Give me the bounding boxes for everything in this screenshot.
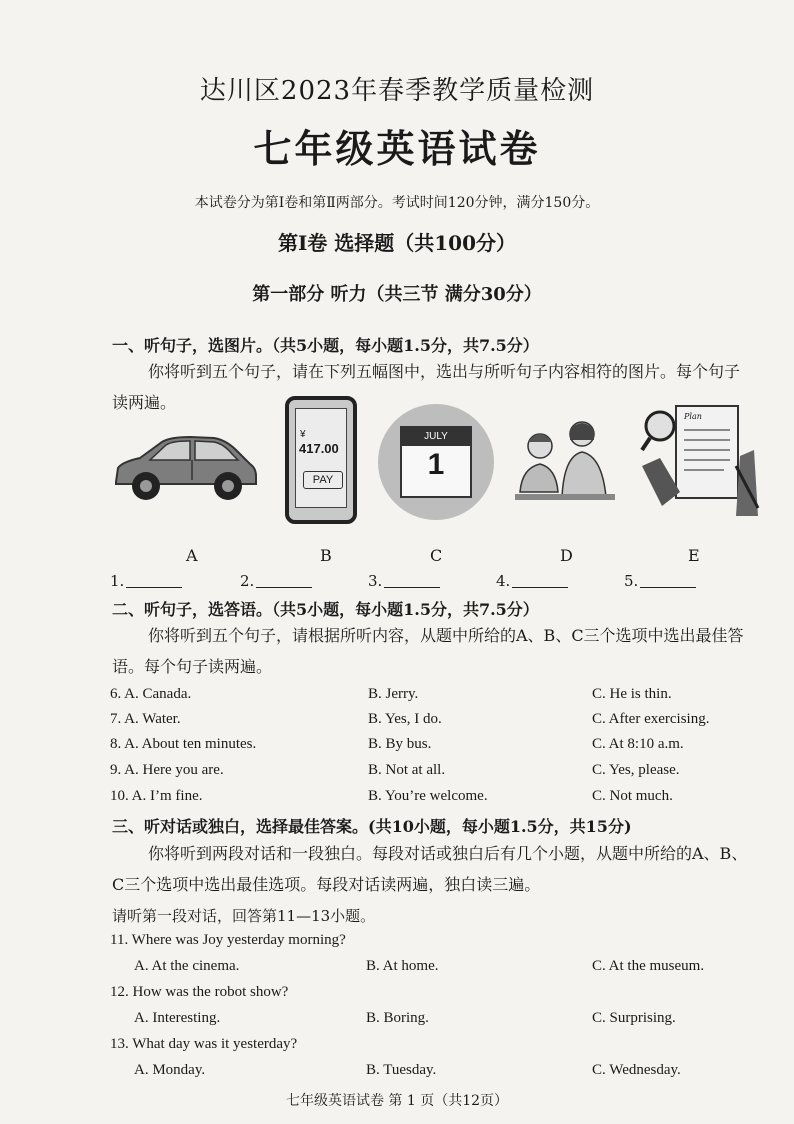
blank-5[interactable]: 5. (624, 572, 696, 590)
option-c: C. Yes, please. (592, 762, 680, 778)
option-a: 6. A. Canada. (110, 686, 192, 702)
option-a: 9. A. Here you are. (110, 762, 224, 778)
section2-heading: 二、听句子，选答语。（共5小题，每小题1.5分，共7.5分） (112, 600, 539, 619)
option-a: 10. A. I’m fine. (110, 788, 203, 804)
question-stem: 13. What day was it yesterday? (110, 1036, 298, 1052)
section2-instruction: 你将听到五个句子，请根据所听内容，从题中所给的A、B、C三个选项中选出最佳答语。每个句子读两遍。 (112, 626, 744, 676)
section3-lead: 请听第一段对话，回答第11—13小题。 (112, 907, 376, 925)
letter-d: D (560, 546, 573, 565)
question-row (110, 711, 760, 733)
calendar-month: JULY (402, 428, 470, 446)
option-b: B. Yes, I do. (368, 711, 442, 727)
people-picture (510, 412, 620, 512)
option-a: A. At the cinema. (134, 958, 240, 974)
option-a: A. Interesting. (134, 1010, 221, 1026)
option-c: C. Surprising. (592, 1010, 676, 1026)
paper-label: Plan (684, 412, 702, 421)
currency-symbol: ¥ (300, 429, 306, 440)
option-b: B. By bus. (368, 736, 432, 752)
part-heading: 第一部分 听力（共三节 满分30分） (252, 284, 542, 305)
option-c: C. Not much. (592, 788, 673, 804)
exam-note: 本试卷分为第Ⅰ卷和第Ⅱ两部分。考试时间120分钟，满分150分。 (194, 195, 600, 211)
option-a: 8. A. About ten minutes. (110, 736, 257, 752)
answer-blanks (110, 572, 760, 594)
section3-heading: 三、听对话或独白，选择最佳答案。(共10小题，每小题1.5分，共15分) (112, 817, 632, 836)
blank-1[interactable]: 1. (110, 572, 182, 590)
question-options (110, 1062, 760, 1084)
option-c: C. He is thin. (592, 686, 672, 702)
document-picture (640, 396, 760, 524)
section1-heading: 一、听句子，选图片。（共5小题，每小题1.5分，共7.5分） (112, 336, 539, 355)
pay-amount: 417.00 (299, 441, 339, 456)
question-row (110, 762, 760, 784)
question-options (110, 1010, 760, 1032)
option-b: B. Boring. (366, 1010, 429, 1026)
blank-3[interactable]: 3. (368, 572, 440, 590)
section1-instruction: 你将听到五个句子，请在下列五幅图中，选出与所听句子内容相符的图片。每个句子读两遍。 (112, 362, 741, 412)
option-c: C. Wednesday. (592, 1062, 681, 1078)
question-options (110, 958, 760, 980)
phone-picture (285, 396, 357, 524)
letter-b: B (320, 546, 332, 565)
car-picture (110, 430, 260, 505)
blank-4[interactable]: 4. (496, 572, 568, 590)
page-footer: 七年级英语试卷 第 1 页（共12页） (285, 1093, 509, 1109)
option-b: B. Not at all. (368, 762, 446, 778)
option-c: C. At the museum. (592, 958, 705, 974)
pay-button: PAY (303, 471, 343, 489)
option-a: A. Monday. (134, 1062, 206, 1078)
question-row (110, 788, 760, 810)
picture-letters (110, 546, 760, 568)
exam-subtitle: 七年级英语试卷 (253, 126, 541, 171)
letter-c: C (430, 546, 443, 565)
option-a: 7. A. Water. (110, 711, 181, 727)
question-row (110, 686, 760, 708)
calendar-day: 1 (427, 448, 445, 481)
letter-a: A (186, 546, 198, 565)
exam-title: 达川区2023年春季教学质量检测 (199, 76, 595, 106)
calendar-page (400, 426, 472, 498)
option-b: B. Jerry. (368, 686, 419, 702)
option-c: C. At 8:10 a.m. (592, 736, 684, 752)
section3-instruction: 你将听到两段对话和一段独白。每段对话或独白后有几个小题，从题中所给的A、B、C三个选项中选出最佳选项。每段对话读两遍，独白读三遍。 (112, 844, 748, 894)
option-b: B. Tuesday. (366, 1062, 437, 1078)
calendar-picture (378, 404, 494, 520)
phone-screen (295, 408, 347, 508)
letter-e: E (688, 546, 700, 565)
blank-2[interactable]: 2. (240, 572, 312, 590)
option-c: C. After exercising. (592, 711, 710, 727)
question-row (110, 736, 760, 758)
people-icon (510, 412, 620, 512)
question-stem: 11. Where was Joy yesterday morning? (110, 932, 346, 948)
volume-heading: 第Ⅰ卷 选择题（共100分） (277, 231, 517, 255)
car-icon (110, 430, 260, 505)
question-stem: 12. How was the robot show? (110, 984, 289, 1000)
option-b: B. You’re welcome. (368, 788, 488, 804)
picture-row (110, 392, 760, 532)
option-b: B. At home. (366, 958, 439, 974)
